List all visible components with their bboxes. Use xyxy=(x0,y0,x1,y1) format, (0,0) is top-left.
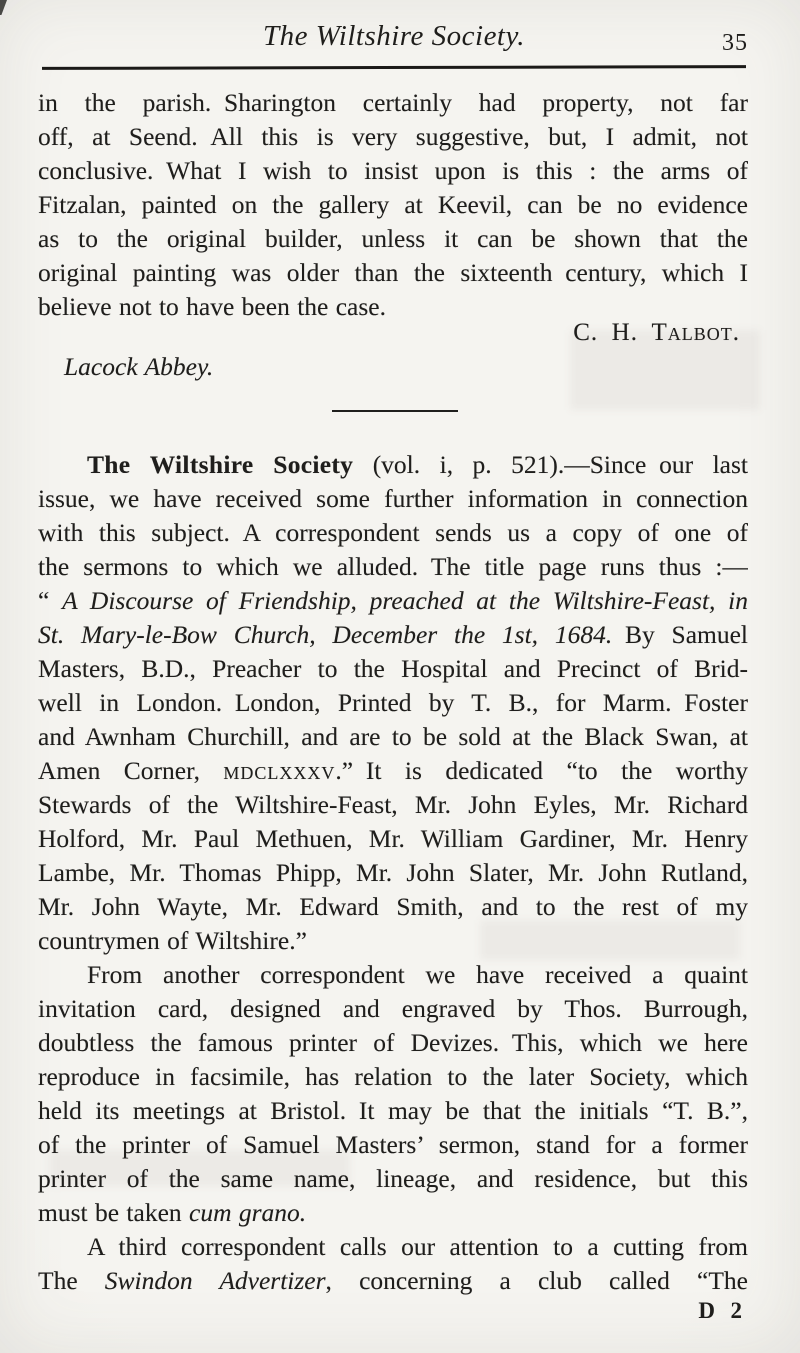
text-line xyxy=(38,584,748,618)
text-line xyxy=(38,550,748,584)
text-line xyxy=(38,1128,748,1162)
text-segment: as to the original builder, unless it can be shown that the xyxy=(38,224,748,253)
text-line xyxy=(38,686,748,720)
text-segment: with this subject. A correspondent sends us a copy of one of xyxy=(38,518,748,547)
text-line xyxy=(38,890,748,924)
text-line xyxy=(38,516,748,550)
text-segment: Amen Corner, xyxy=(38,756,224,785)
text-segment: invitation card, designed and engraved by Thos. Burrough, xyxy=(38,994,748,1023)
text-segment: held its meetings at Bristol. It may be that the initials “T. B.”, xyxy=(38,1096,748,1125)
text-segment: believe not to have been the case. xyxy=(38,292,386,321)
text-segment: and Awnham Churchill, and are to be sold at the Black Swan, at xyxy=(38,722,748,751)
text-line xyxy=(38,482,748,516)
text-line xyxy=(38,448,748,482)
text-line xyxy=(38,822,748,856)
text-line xyxy=(38,958,748,992)
text-line xyxy=(38,720,748,754)
text-segment: The xyxy=(38,1266,105,1295)
text-line xyxy=(38,992,748,1026)
text-segment: Mr. John Wayte, Mr. Edward Smith, and to the rest of my xyxy=(38,892,748,921)
text-segment: C. H. Talbot. xyxy=(573,319,740,346)
text-line xyxy=(38,1060,748,1094)
text-segment: printer of the same name, lineage, and residence, but this xyxy=(38,1164,748,1193)
scan-artifact xyxy=(0,0,7,15)
text-line xyxy=(38,188,748,222)
paragraph xyxy=(38,86,748,324)
text-line xyxy=(38,1230,748,1264)
text-segment: From another correspondent we have received a quaint xyxy=(87,960,748,989)
text-segment: of the printer of Samuel Masters’ sermon, stand for a former xyxy=(38,1130,748,1159)
text-line xyxy=(38,154,748,188)
text-segment: .” It is dedicated “to the worthy xyxy=(335,756,748,785)
text-segment: Swindon Advertizer xyxy=(104,1266,326,1295)
text-segment: A third correspondent calls our attention to a cutting from xyxy=(87,1232,748,1261)
text-line xyxy=(38,618,748,652)
section-divider xyxy=(332,410,458,412)
text-line xyxy=(38,120,748,154)
text-line xyxy=(38,652,748,686)
text-line xyxy=(38,1026,748,1060)
text-segment: , concerning a club called “The xyxy=(325,1266,748,1295)
text-line xyxy=(38,924,748,958)
text-segment: A Discourse of Friendship, preached at the Wiltshire-Feast, in xyxy=(62,586,748,615)
page-body xyxy=(38,86,748,1298)
text-segment: conclusive. What I wish to insist upon is this : the arms of xyxy=(38,156,748,185)
text-segment: Stewards of the Wiltshire-Feast, Mr. John Eyles, Mr. Richard xyxy=(38,790,748,819)
text-segment: the sermons to which we alluded. The title page runs thus :— xyxy=(38,552,748,581)
text-segment: (vol. i, p. 521).—Since our last xyxy=(353,450,748,479)
running-title: The Wiltshire Society. xyxy=(262,20,526,52)
text-segment: must be taken xyxy=(38,1198,190,1227)
text-segment: original painting was older than the sixteenth century, which I xyxy=(38,258,748,287)
text-line xyxy=(38,856,748,890)
signature-mark: D 2 xyxy=(698,1298,744,1323)
text-segment: cum grano. xyxy=(189,1198,307,1227)
text-segment: issue, we have received some further information in connection xyxy=(38,484,748,513)
text-line xyxy=(38,86,748,120)
text-segment: By Samuel xyxy=(612,620,748,649)
text-segment: Lambe, Mr. Thomas Phipp, Mr. John Slater, Mr. John Rutland, xyxy=(38,858,748,887)
text-segment: Lacock Abbey. xyxy=(64,352,214,381)
header-rule xyxy=(42,65,746,70)
text-line xyxy=(38,788,748,822)
place-dateline xyxy=(38,350,748,384)
text-segment: reproduce in facsimile, has relation to the later Society, which xyxy=(38,1062,748,1091)
text-segment: off, at Seend. All this is very suggestive, but, I admit, not xyxy=(38,122,748,151)
text-segment: Fitzalan, painted on the gallery at Keevil, can be no evidence xyxy=(38,190,748,219)
text-segment: countrymen of Wiltshire.” xyxy=(38,926,307,955)
text-segment: The Wiltshire Society xyxy=(87,450,354,479)
text-segment: St. Mary-le-Bow Church, December the 1st, 1684. xyxy=(38,620,613,649)
text-segment: mdclxxxv xyxy=(223,756,336,785)
paragraph xyxy=(38,1230,748,1298)
paragraph xyxy=(38,448,748,958)
text-line xyxy=(38,1094,748,1128)
text-line xyxy=(38,1264,748,1298)
text-line xyxy=(38,222,748,256)
text-line xyxy=(38,256,748,290)
text-line xyxy=(38,1162,748,1196)
text-segment: well in London. London, Printed by T. B., for Marm. Foster xyxy=(38,688,748,717)
text-segment: Holford, Mr. Paul Methuen, Mr. William Gardiner, Mr. Henry xyxy=(38,824,748,853)
text-segment: doubtless the famous printer of Devizes. This, which we here xyxy=(38,1028,748,1057)
page-header xyxy=(38,18,750,66)
text-line xyxy=(38,754,748,788)
text-segment: in the parish. Sharington certainly had property, not far xyxy=(38,88,748,117)
page-number: 35 xyxy=(722,30,748,56)
text-segment: “ xyxy=(38,586,63,615)
paragraph xyxy=(38,350,748,384)
text-line xyxy=(38,1196,748,1230)
text-segment: Masters, B.D., Preacher to the Hospital and Precinct of Brid- xyxy=(38,654,748,683)
paragraph xyxy=(38,958,748,1230)
